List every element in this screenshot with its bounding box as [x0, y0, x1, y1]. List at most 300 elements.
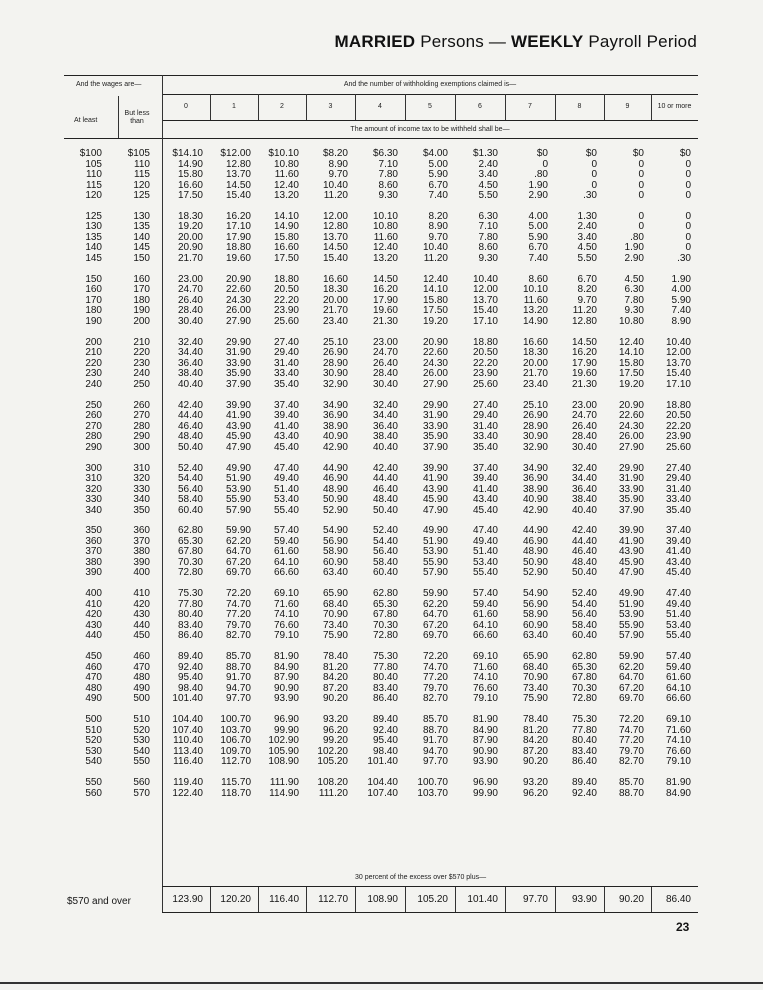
tax-cell: 8.60 [478, 242, 498, 254]
tax-cell: 26.90 [522, 410, 548, 422]
tax-cell: 13.70 [322, 231, 348, 243]
at-least-cell: 490 [85, 693, 102, 705]
tax-cell: 34.40 [571, 473, 597, 484]
tax-cell: 54.90 [522, 588, 548, 600]
tax-cell: 106.70 [220, 735, 251, 747]
but-less-than-cell: 410 [133, 588, 150, 600]
tax-cell: 6.70 [528, 242, 548, 254]
tax-cell: 45.90 [618, 556, 644, 568]
tax-cell: 69.10 [665, 714, 691, 726]
tax-cell: 64.70 [422, 609, 448, 621]
over-row-cell: 101.40 [467, 894, 498, 905]
tax-cell: 49.40 [273, 473, 299, 484]
tax-cell: 79.70 [618, 745, 644, 757]
at-least-cell: 110 [86, 169, 102, 180]
tax-cell: 32.40 [177, 336, 203, 348]
tax-cell: 81.90 [665, 777, 691, 788]
tax-cell: 7.10 [478, 221, 498, 233]
tax-cell: 17.90 [571, 357, 597, 369]
tax-cell: 15.80 [618, 357, 644, 369]
tax-cell: 71.60 [472, 661, 498, 673]
tax-cell: 51.90 [225, 473, 251, 484]
tax-cell: 7.40 [528, 252, 548, 264]
tax-cell: 0 [685, 242, 691, 254]
tax-cell: 58.40 [372, 556, 398, 568]
tax-cell: 51.40 [665, 609, 691, 621]
tax-cell: 0 [685, 169, 691, 180]
tax-cell: 53.90 [422, 546, 448, 558]
tax-cell: 40.40 [372, 441, 398, 453]
tax-cell: 31.90 [422, 410, 448, 422]
tax-cell: 55.90 [618, 619, 644, 631]
at-least-cell: 190 [85, 315, 102, 327]
tax-cell: 107.40 [172, 724, 203, 736]
tax-cell: 45.40 [273, 441, 299, 453]
tax-cell: 58.90 [522, 609, 548, 621]
tax-cell: 43.40 [665, 556, 691, 568]
tax-cell: 101.40 [172, 693, 203, 705]
tax-cell: 77.20 [225, 609, 251, 621]
tax-cell: 70.90 [522, 672, 548, 684]
tax-cell: 60.90 [322, 556, 348, 568]
tax-cell: 91.70 [225, 672, 251, 684]
tax-cell: 66.60 [472, 630, 498, 642]
tax-cell: 8.90 [671, 315, 691, 327]
but-less-than-cell: 540 [133, 745, 150, 757]
tax-cell: 18.30 [322, 284, 348, 296]
tax-cell: 50.40 [372, 504, 398, 516]
tax-cell: 87.20 [522, 745, 548, 757]
tax-cell: 9.30 [378, 190, 398, 201]
but-less-than-cell: 115 [134, 169, 150, 180]
tax-cell: 60.40 [177, 504, 203, 516]
tax-cell: 59.90 [225, 525, 251, 537]
but-less-than-cell: 170 [133, 284, 150, 296]
tax-cell: 47.90 [618, 567, 644, 579]
tax-cell: .30 [583, 190, 597, 201]
tax-cell: 74.70 [618, 724, 644, 736]
tax-cell: 12.00 [665, 347, 691, 359]
vline-col-9 [651, 94, 652, 120]
header-col-rule [162, 120, 698, 121]
tax-cell: 0 [638, 179, 644, 191]
tax-cell: 102.20 [317, 745, 348, 757]
but-less-than-cell: 340 [133, 494, 150, 505]
tax-cell: 0 [685, 158, 691, 170]
tax-cell: 79.10 [472, 693, 498, 705]
tax-cell: 46.40 [177, 420, 203, 432]
tax-cell: 71.60 [273, 598, 299, 610]
tax-cell: 87.90 [273, 672, 299, 684]
tax-cell: 95.40 [177, 672, 203, 684]
but-less-than-cell: 135 [133, 221, 150, 233]
tax-cell: 24.30 [225, 294, 251, 306]
tax-cell: 0 [685, 221, 691, 233]
tax-cell: 72.80 [571, 693, 597, 705]
tax-cell: 89.40 [177, 651, 203, 663]
tax-cell: 76.60 [273, 619, 299, 631]
but-less-than-cell: 220 [133, 347, 150, 359]
tax-cell: 17.50 [273, 252, 299, 264]
tax-cell: 8.20 [428, 210, 448, 222]
at-least-cell: 370 [85, 546, 102, 558]
tax-cell: 33.90 [618, 483, 644, 495]
tax-cell: 7.80 [624, 294, 644, 306]
at-least-cell: 210 [85, 347, 102, 359]
tax-cell: 17.10 [665, 378, 691, 390]
vline-col-0 [210, 94, 211, 120]
tax-cell: 48.40 [177, 431, 203, 443]
tax-cell: 30.40 [571, 441, 597, 453]
at-least-cell: 310 [85, 473, 102, 484]
tax-cell: 97.70 [225, 693, 251, 705]
but-less-than-cell: 250 [133, 378, 150, 390]
tax-cell: 24.70 [177, 284, 203, 296]
tax-cell: 108.20 [317, 777, 348, 788]
tax-cell: 17.50 [177, 190, 203, 201]
at-least-cell: 470 [85, 672, 102, 684]
tax-cell: 14.90 [177, 158, 203, 170]
tax-cell: 122.40 [172, 787, 203, 799]
tax-cell: 19.20 [422, 315, 448, 327]
over-row-cell: 90.20 [618, 894, 644, 905]
tax-cell: 116.40 [173, 756, 203, 768]
tax-cell: 48.40 [571, 556, 597, 568]
tax-cell: 31.90 [618, 473, 644, 484]
tax-cell: .80 [630, 231, 644, 243]
tax-cell: 58.40 [571, 619, 597, 631]
tax-cell: 78.40 [322, 651, 348, 663]
tax-cell: 56.40 [372, 546, 398, 558]
tax-cell: 79.10 [273, 630, 299, 642]
at-least-cell: 115 [86, 179, 102, 191]
at-least-cell: 530 [85, 745, 102, 757]
vline-col-5 [455, 94, 456, 120]
tax-cell: 23.40 [322, 315, 348, 327]
tax-cell: 41.40 [273, 420, 299, 432]
tax-cell: 3.40 [478, 169, 498, 180]
tax-cell: 20.50 [472, 347, 498, 359]
but-less-than-cell: $105 [127, 148, 150, 159]
tax-cell: 46.90 [322, 473, 348, 484]
tax-cell: 65.30 [177, 535, 203, 547]
tax-cell: 7.80 [378, 169, 398, 180]
tax-cell: 75.90 [322, 630, 348, 642]
but-less-than-cell: 150 [133, 252, 150, 264]
tax-cell: 47.40 [273, 462, 299, 474]
at-least-cell: 250 [85, 399, 102, 411]
vline-col-7 [555, 94, 556, 120]
header-bottom-rule [64, 138, 698, 139]
tax-cell: 40.90 [522, 494, 548, 505]
tax-cell: 96.20 [322, 724, 348, 736]
tax-cell: 108.90 [268, 756, 299, 768]
tax-cell: 30.90 [522, 431, 548, 443]
tax-cell: 60.40 [571, 630, 597, 642]
tax-cell: 0 [638, 169, 644, 180]
tax-cell: 76.60 [665, 745, 691, 757]
tax-cell: 0 [638, 190, 644, 201]
tax-cell: 11.20 [323, 190, 348, 201]
tax-cell: 39.90 [225, 399, 251, 411]
tax-cell: 31.90 [225, 347, 251, 359]
tax-cell: 12.80 [322, 221, 348, 233]
tax-cell: 52.90 [322, 504, 348, 516]
but-less-than-cell: 510 [133, 714, 150, 726]
tax-cell: 35.40 [472, 441, 498, 453]
tax-cell: 62.80 [177, 525, 203, 537]
but-less-than-cell: 260 [133, 399, 150, 411]
at-least-cell: 350 [85, 525, 102, 537]
tax-cell: 66.60 [665, 693, 691, 705]
tax-cell: 18.80 [225, 242, 251, 254]
tax-cell: 22.20 [472, 357, 498, 369]
tax-cell: 0 [638, 158, 644, 170]
tax-cell: 0 [685, 179, 691, 191]
page-bottom-rule [0, 982, 763, 984]
tax-cell: 89.40 [372, 714, 398, 726]
tax-cell: $1.30 [472, 148, 498, 159]
tax-cell: 27.90 [422, 378, 448, 390]
tax-cell: 104.40 [367, 777, 398, 788]
at-least-cell: 240 [85, 378, 102, 390]
tax-cell: 93.90 [472, 756, 498, 768]
tax-cell: 29.90 [225, 336, 251, 348]
tax-cell: 40.40 [571, 504, 597, 516]
tax-cell: 30.90 [322, 368, 348, 380]
tax-cell: 5.50 [577, 252, 597, 264]
tax-cell: 2.40 [478, 158, 498, 170]
tax-cell: 0 [591, 158, 597, 170]
tax-cell: 60.40 [372, 567, 398, 579]
at-least-cell: 560 [85, 787, 102, 799]
but-less-than-cell: 120 [133, 179, 150, 191]
tax-cell: 27.90 [225, 315, 251, 327]
at-least-cell: 130 [85, 221, 102, 233]
tax-cell: 9.70 [328, 169, 348, 180]
tax-cell: 61.60 [273, 546, 299, 558]
tax-cell: 67.80 [571, 672, 597, 684]
but-less-than-cell: 550 [133, 756, 150, 768]
tax-cell: 15.80 [177, 169, 203, 180]
tax-cell: 56.90 [522, 598, 548, 610]
tax-cell: 59.40 [665, 661, 691, 673]
tax-cell: 53.40 [472, 556, 498, 568]
tax-cell: 21.30 [571, 378, 597, 390]
tax-cell: 100.70 [417, 777, 448, 788]
tax-cell: 18.30 [177, 210, 203, 222]
over-row-cell: 108.90 [367, 894, 398, 905]
tax-cell: 54.40 [372, 535, 398, 547]
tax-cell: 67.20 [225, 556, 251, 568]
tax-cell: 45.90 [422, 494, 448, 505]
tax-cell: 102.90 [268, 735, 299, 747]
tax-cell: 113.40 [173, 745, 203, 757]
tax-cell: 39.90 [422, 462, 448, 474]
but-less-than-cell: 230 [133, 357, 150, 369]
tax-cell: 74.10 [665, 735, 691, 747]
tax-cell: 70.90 [322, 609, 348, 621]
tax-cell: 88.70 [225, 661, 251, 673]
tax-cell: 67.20 [422, 619, 448, 631]
tax-cell: 88.70 [618, 787, 644, 799]
tax-cell: 17.50 [618, 368, 644, 380]
tax-cell: 55.90 [422, 556, 448, 568]
tax-cell: 49.90 [225, 462, 251, 474]
but-less-than-cell: 560 [133, 777, 150, 788]
tax-cell: 59.40 [273, 535, 299, 547]
but-less-than-cell: 130 [133, 210, 150, 222]
tax-cell: 66.60 [273, 567, 299, 579]
tax-cell: 9.30 [478, 252, 498, 264]
tax-cell: 89.40 [571, 777, 597, 788]
at-least-cell: 460 [85, 661, 102, 673]
over-row-cell: 120.20 [220, 894, 251, 905]
tax-cell: 23.90 [665, 431, 691, 443]
tax-cell: 28.40 [372, 368, 398, 380]
tax-cell: 40.40 [177, 378, 203, 390]
tax-cell: 39.40 [472, 473, 498, 484]
title-persons: Persons — [420, 32, 507, 51]
tax-cell: 17.90 [372, 294, 398, 306]
tax-cell: 13.70 [225, 169, 251, 180]
tax-cell: 55.40 [665, 630, 691, 642]
tax-cell: 41.90 [225, 410, 251, 422]
tax-cell: 1.90 [671, 273, 691, 285]
tax-cell: 19.60 [372, 305, 398, 317]
tax-cell: 23.90 [273, 305, 299, 317]
tax-cell: $10.10 [268, 148, 299, 159]
tax-cell: 70.30 [571, 682, 597, 694]
tax-cell: 5.90 [671, 294, 691, 306]
tax-cell: 38.40 [372, 431, 398, 443]
tax-cell: 5.00 [528, 221, 548, 233]
tax-cell: 10.40 [665, 336, 691, 348]
at-least-cell: 280 [85, 431, 102, 443]
tax-cell: 31.40 [665, 483, 691, 495]
tax-cell: 81.90 [472, 714, 498, 726]
tax-cell: 20.00 [177, 231, 203, 243]
exemption-col-header: 4 [378, 103, 382, 110]
tax-cell: 11.60 [373, 231, 398, 243]
tax-cell: 14.10 [618, 347, 644, 359]
tax-cell: 8.90 [428, 221, 448, 233]
tax-cell: 42.40 [372, 462, 398, 474]
exemption-col-header: 8 [577, 103, 582, 110]
tax-cell: 22.60 [422, 347, 448, 359]
tax-cell: 12.00 [322, 210, 348, 222]
tax-cell: 77.80 [177, 598, 203, 610]
tax-cell: 115.70 [221, 777, 251, 788]
tax-cell: 58.40 [177, 494, 203, 505]
tax-cell: 81.90 [273, 651, 299, 663]
tax-cell: 34.40 [177, 347, 203, 359]
tax-cell: 99.20 [322, 735, 348, 747]
tax-cell: 0 [685, 190, 691, 201]
tax-cell: 12.40 [273, 179, 299, 191]
tax-cell: 65.90 [322, 588, 348, 600]
tax-cell: 42.40 [177, 399, 203, 411]
tax-cell: 12.80 [225, 158, 251, 170]
tax-cell: 22.60 [618, 410, 644, 422]
over-row-top-rule [162, 886, 698, 887]
tax-cell: 38.40 [177, 368, 203, 380]
tax-cell: 24.70 [372, 347, 398, 359]
tax-cell: 69.70 [225, 567, 251, 579]
tax-cell: 0 [685, 210, 691, 222]
tax-cell: 57.40 [665, 651, 691, 663]
tax-cell: 51.90 [618, 598, 644, 610]
but-less-than-cell: 300 [133, 441, 150, 453]
tax-cell: 24.30 [618, 420, 644, 432]
tax-cell: 21.70 [522, 368, 548, 380]
tax-cell: 11.60 [274, 169, 299, 180]
tax-cell: 26.90 [322, 347, 348, 359]
tax-cell: 98.40 [372, 745, 398, 757]
exemption-col-header: 0 [184, 103, 188, 110]
tax-cell: 15.40 [225, 190, 251, 201]
tax-cell: 57.40 [472, 588, 498, 600]
tax-cell: 21.30 [372, 315, 398, 327]
tax-cell: 1.90 [624, 242, 644, 254]
at-least-cell: 230 [85, 368, 102, 380]
tax-cell: 46.90 [522, 535, 548, 547]
tax-cell: 57.90 [225, 504, 251, 516]
tax-cell: 59.90 [422, 588, 448, 600]
at-least-cell: 140 [85, 242, 102, 254]
at-least-cell: 510 [85, 724, 102, 736]
tax-cell: 8.20 [577, 284, 597, 296]
tax-cell: 72.20 [618, 714, 644, 726]
exemption-col-header: 5 [428, 103, 432, 110]
tax-cell: 56.40 [177, 483, 203, 495]
tax-cell: 10.80 [273, 158, 299, 170]
vline-col-1 [258, 94, 259, 120]
tax-cell: 48.40 [372, 494, 398, 505]
tax-cell: 67.80 [177, 546, 203, 558]
tax-cell: 45.40 [472, 504, 498, 516]
tax-cell: 37.40 [472, 462, 498, 474]
tax-cell: 100.70 [220, 714, 251, 726]
tax-cell: $4.00 [422, 148, 448, 159]
tax-cell: 62.80 [372, 588, 398, 600]
tax-cell: .30 [677, 252, 691, 264]
tax-cell: 11.20 [423, 252, 448, 264]
tax-cell: 49.90 [422, 525, 448, 537]
exemption-col-header: 2 [280, 103, 284, 110]
at-least-cell: 160 [85, 284, 102, 296]
tax-cell: 2.90 [624, 252, 644, 264]
tax-cell: 75.30 [372, 651, 398, 663]
tax-cell: 30.40 [177, 315, 203, 327]
vline-col-4 [405, 94, 406, 120]
tax-cell: 50.40 [571, 567, 597, 579]
tax-cell: 69.10 [273, 588, 299, 600]
tax-cell: 10.40 [472, 273, 498, 285]
tax-cell: 56.90 [322, 535, 348, 547]
tax-cell: 19.20 [618, 378, 644, 390]
tax-cell: 49.90 [618, 588, 644, 600]
header-mid-rule [162, 94, 698, 95]
tax-cell: 43.90 [422, 483, 448, 495]
tax-cell: 110.40 [173, 735, 203, 747]
tax-cell: 53.90 [618, 609, 644, 621]
tax-cell: 16.20 [372, 284, 398, 296]
tax-cell: 24.70 [571, 410, 597, 422]
tax-cell: 63.40 [522, 630, 548, 642]
exemptions-caption: And the number of withholding exemptions claimed is— [343, 81, 517, 88]
tax-cell: 34.90 [322, 399, 348, 411]
